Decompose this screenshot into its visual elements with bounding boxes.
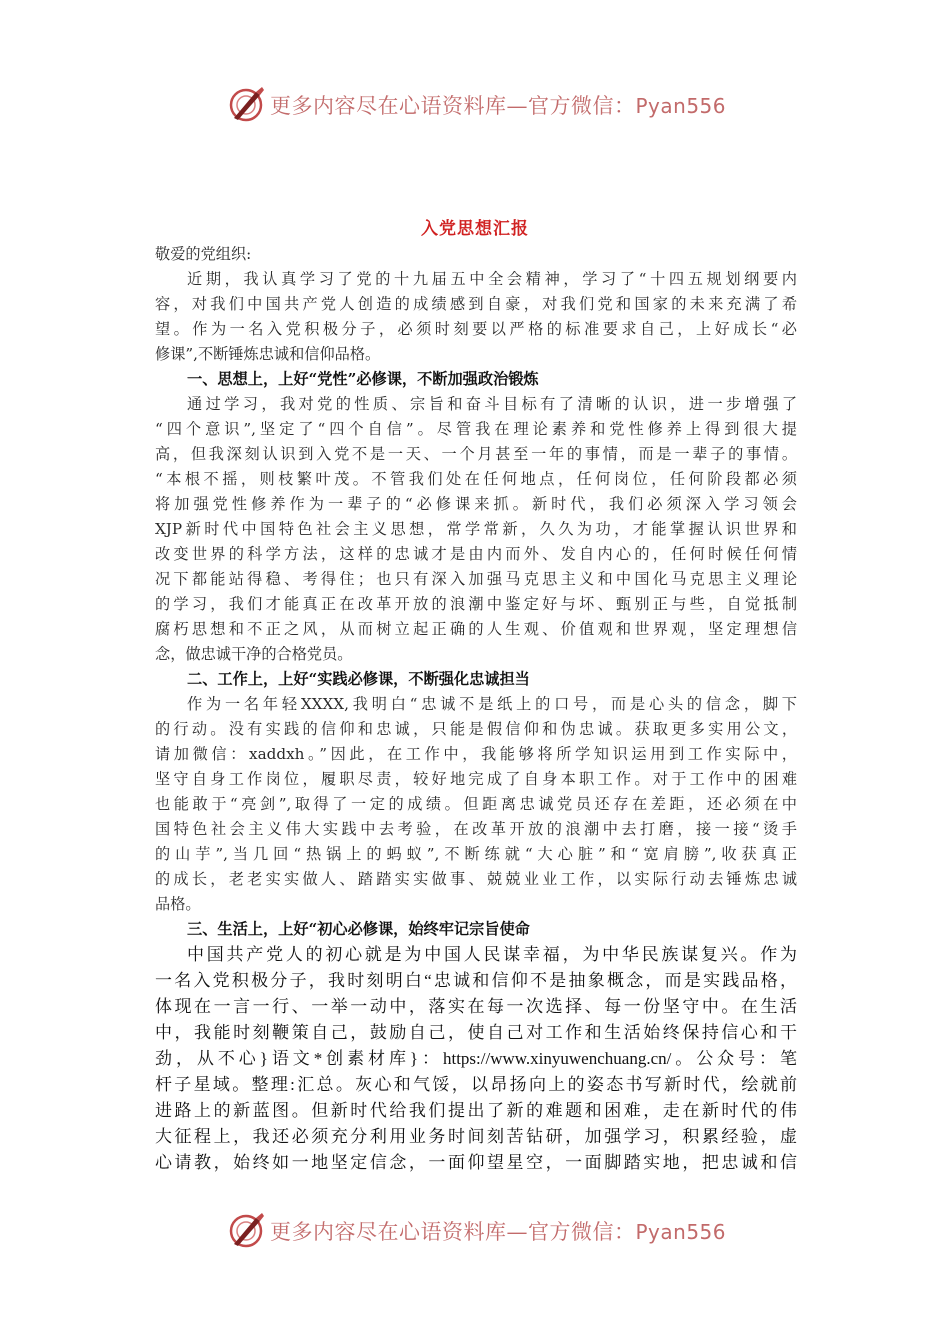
text-line: 中国共产党人的初心就是为中国人民谋幸福，为中华民族谋复兴。作为 <box>187 945 797 964</box>
text-line: 坚守自身工作岗位，履职尽责，较好地完成了自身本职工作。对于工作中的困难 <box>155 770 797 788</box>
text-line: 体现在一言一行、一举一动中，落实在每一次选择、每一份坚守中。在生活 <box>155 997 797 1016</box>
text-line: 腐朽思想和不正之风，从而树立起正确的人生观、价值观和世界观，坚定理想信 <box>155 620 797 638</box>
text-line: 改变世界的科学方法，这样的忠诚才是由内而外、发自内心的，任何时候任何情 <box>155 545 797 563</box>
section-heading-2: 二、工作上，上好“实践必修课，不断强化忠诚担当 <box>187 670 530 688</box>
section-3-paragraph <box>155 942 797 1176</box>
salutation: 敬爱的党组织: <box>155 245 252 263</box>
text-line: 况下都能站得稳、考得住；也只有深入加强马克思主义和中国化马克思主义理论 <box>155 570 797 588</box>
section-heading-1: 一、思想上，上好“党性”必修课，不断加强政治锻炼 <box>187 370 539 388</box>
text-line: 劲，从不心}语文*创素材库}：https://www.xinyuwenchuang.cn/。公众号：笔 <box>155 1049 797 1068</box>
banner-wechat-handle: Pyan556 <box>635 1220 727 1244</box>
document-body <box>155 242 797 1176</box>
text-line: 品格。 <box>155 895 201 913</box>
banner-text: 更多内容尽在心语资料库—官方微信：Pyan556 <box>270 1220 727 1244</box>
pen-logo-icon <box>226 84 266 124</box>
text-line: 高，但我深刻认识到入党不是一天、一个月甚至一年的事情，而是一辈子的事情。 <box>155 445 797 463</box>
text-line: 的成长，老老实实做人、踏踏实实做事、兢兢业业工作，以实际行动去锤炼忠诚 <box>155 870 797 888</box>
section-heading-3: 三、生活上，上好“初心必修课，始终牢记宗旨使命 <box>187 920 530 938</box>
text-line: 作为一名年轻XXXX,我明白“忠诚不是纸上的口号，而是心头的信念，脚下 <box>187 695 797 713</box>
text-line: 的山芋”,当几回“热锅上的蚂蚁”,不断练就“大心脏”和“宽肩膀”,收获真正 <box>155 845 797 863</box>
text-line: 国特色社会主义伟大实践中去考验，在改革开放的浪潮中去打磨，接一接“烫手 <box>155 820 797 838</box>
text-line: 中，我能时刻鞭策自己，鼓励自己，使自己对工作和生活始终保持信心和干 <box>155 1023 797 1042</box>
text-line: 也能敢于“亮剑”,取得了一定的成绩。但距离忠诚党员还存在差距，还必须在中 <box>155 795 797 813</box>
text-line: 望。作为一名入党积极分子，必须时刻要以严格的标准要求自己，上好成长“必 <box>155 320 797 338</box>
footer-banner <box>0 1208 950 1252</box>
text-line: 大征程上，我还必须充分利用业务时间刻苦钻研，加强学习，积累经验，虚 <box>155 1127 797 1146</box>
text-line: 请加微信：xaddxh。”因此，在工作中，我能够将所学知识运用到工作实际中， <box>155 745 797 763</box>
text-line: 将加强党性修养作为一辈子的“必修课来抓。新时代，我们必须深入学习领会 <box>155 495 797 513</box>
text-line: 修课”,不断锤炼忠诚和信仰品格。 <box>155 345 381 363</box>
intro-paragraph <box>155 267 797 367</box>
text-line: 通过学习，我对党的性质、宗旨和奋斗目标有了清晰的认识，进一步增强了 <box>187 395 797 413</box>
section-1-paragraph <box>155 392 797 667</box>
banner-text: 更多内容尽在心语资料库—官方微信：Pyan556 <box>270 94 727 118</box>
text-line: 心请教，始终如一地坚定信念，一面仰望星空，一面脚踏实地，把忠诚和信 <box>155 1153 797 1172</box>
text-line: 念，做忠诚干净的合格党员。 <box>155 645 353 663</box>
text-line: “本根不摇，则枝繁叶茂。不管我们处在任何地点，任何岗位，任何阶段都必须 <box>155 470 797 488</box>
text-line: 的学习，我们才能真正在改革开放的浪潮中鉴定好与坏、甄别正与些，自觉抵制 <box>155 595 797 613</box>
text-line: 的行动。没有实践的信仰和忠诚，只能是假信仰和伪忠诚。获取更多实用公文， <box>155 720 797 738</box>
banner-wechat-handle: Pyan556 <box>635 94 727 118</box>
text-line: 一名入党积极分子，我时刻明白“忠诚和信仰不是抽象概念，而是实践品格， <box>155 971 797 990</box>
section-2-paragraph <box>155 692 797 917</box>
document-title: 入党思想汇报 <box>421 219 529 239</box>
text-line: XJP新时代中国特色社会主义思想，常学常新，久久为功，才能掌握认识世界和 <box>155 520 797 538</box>
pen-logo-icon <box>226 1210 266 1250</box>
text-line: “四个意识”,坚定了“四个自信”。尽管我在理论素养和党性修养上得到很大提 <box>155 420 797 438</box>
text-line: 容，对我们中国共产党人创造的成绩感到自豪，对我们党和国家的未来充满了希 <box>155 295 797 313</box>
header-banner <box>0 82 950 126</box>
text-line: 进路上的新蓝图。但新时代给我们提出了新的难题和困难，走在新时代的伟 <box>155 1101 797 1120</box>
text-line: 杆子星域。整理:汇总。灰心和气馁，以昂扬向上的姿态书写新时代，绘就前 <box>155 1075 797 1094</box>
text-line: 近期，我认真学习了党的十九届五中全会精神，学习了“十四五规划纲要内 <box>187 270 797 288</box>
